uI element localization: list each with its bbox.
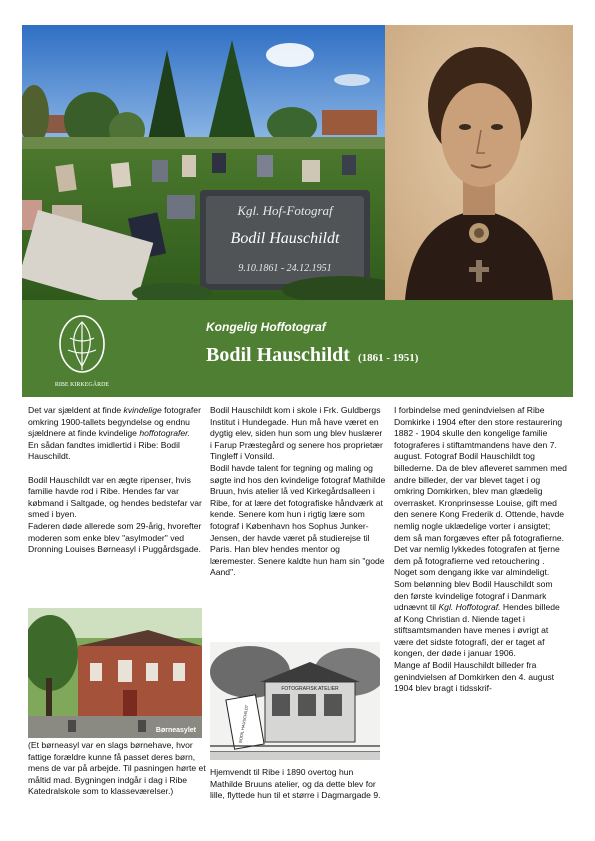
paragraph: I forbindelse med genindvielsen af Ribe Domkirke i 1904 efter den store restaurering 1882 - 1904 skulle den kongelige familie fotograferes i stiftamtmandens have den 7. august. Fotograf Bodil Hauschildt tog billederne. Da de blev afleveret sammen med andre billeder, der var blevet taget i og omkring Domkirken, blev man glædelig overrasket. Kronprinsesse Louise, gift med den senere Kong Frederik d. Ottende, havde nemlig nogle uklædelige vorter i ansigtet; dem så man forgæves efter på fotografierne. Det var nemlig lykkedes fotografen at fjerne dem på fotografierne ved retouchering . Noget som dengang ikke var almindeligt. xyxy=(394,405,567,578)
paragraph: Faderen døde allerede som 29-årig, hvorefter moderen som enke blev "asylmoder" ved Dronning Louises Børneasyl i Puggårdsgade. xyxy=(28,520,202,555)
paragraph: Bodil havde talent for tegning og maling og søgte ind hos den kvindelige fotograf Mathilde Bruun, hvis atelier lå ved Kirkegårdsalleen i Ribe, for at lære det fotografiske håndværk at kende. Senere kom hun i rigtig lære som fotograf i København hos Sophus Junker-Jensen, der havde været på studierejse til Paris. Han blev hendes mentor og læremester. Senere kaldte hun ham sin "gode Aand". xyxy=(210,462,386,578)
page-title: Bodil Hauschildt xyxy=(206,344,350,366)
banner-title xyxy=(206,344,418,367)
paragraph xyxy=(28,405,203,463)
portrait-photo xyxy=(385,25,573,300)
column-1 xyxy=(28,405,203,556)
text-run-italic: kvindelige xyxy=(123,405,162,415)
photo-caption: Børneasylet xyxy=(155,727,196,734)
paragraph: Bodil Hauschildt kom i skole i Frk. Guldbergs Institut i Hundegade. Hun må have været en dygtig elev, siden hun som ung blev huslærer i Farup Præstegård og senere hos proprietær Tingleff i Vonsild. xyxy=(210,405,383,462)
gravestone-dates: 9.10.1861 - 24.12.1951 xyxy=(238,263,332,274)
atelier-drawing xyxy=(210,642,380,760)
boerneasyl-photo xyxy=(28,608,202,738)
sign-text-2: BODIL HAUSCHILDT xyxy=(237,704,250,744)
paragraph: Mange af Bodil Hauschildt billeder fra genindvielsen af Domkirken den 4. august 1904 blev bragt i tidsskrif- xyxy=(394,660,555,694)
column-2 xyxy=(210,405,386,579)
column-3 xyxy=(394,405,568,695)
paragraph: (Et børneasyl var en slags børnehave, hvor fattige forældre kunne få passet deres børn, mens de var på arbejde. Til pasningen hørte et måltid mad. Bygningen indgår i dag i Ribe Katedralskole som to klasseværelser.) xyxy=(28,740,206,797)
text-run: fotografer omkring 1900-tallets begyndelse og endnu sjældnere at finde kvindelige xyxy=(28,405,201,439)
banner-subtitle: Kongelig Hoffotograf xyxy=(206,320,326,334)
text-run-italic: Kgl. Hoffotograf. xyxy=(438,602,501,613)
sign-text-1: FOTOGRAFISK ATELIER xyxy=(281,686,339,692)
paragraph xyxy=(394,579,568,660)
text-run: Det var sjældent at finde xyxy=(28,405,124,415)
title-banner xyxy=(22,300,573,397)
life-years: (1861 - 1951) xyxy=(357,352,419,364)
text-run: En sådan fandtes imidlertid i Ribe: Bodil Hauschildt. xyxy=(28,439,180,462)
column-1-bottom xyxy=(28,740,206,798)
text-run-italic: hoffotografer. xyxy=(139,428,191,439)
logo-text: RIBE KIRKEGÅRDE xyxy=(54,382,110,388)
text-run: Som belønning blev Bodil Hauschildt som den første kvindelige fotograf i Danmark udnævnt til xyxy=(394,578,553,613)
gravestone-line2: Bodil Hauschildt xyxy=(230,230,340,247)
text-run: Hendes billede af Kong Christian d. Niende taget i stiftsamtsmanden have menes i øvrigt at være det sidste fotografi, der er taget af kongen, der døde i januar 1906. xyxy=(394,602,560,659)
paragraph: Bodil Hauschildt var en ægte ripenser, hvis familie havde rod i Ribe. Hendes far var købmand i Saltgade, og hendes bedstefar var smed i byen. xyxy=(28,474,202,520)
ribe-kirkegaarde-logo xyxy=(50,308,114,392)
cemetery-photo xyxy=(22,25,385,300)
column-2-bottom xyxy=(210,767,388,802)
gravestone-line1: Kgl. Hof-Fotograf xyxy=(237,203,333,218)
paragraph: Hjemvendt til Ribe i 1890 overtog hun Mathilde Bruuns atelier, og da dette blev for lille, flyttede hun til et større i Dagmargade 9. xyxy=(210,767,381,801)
